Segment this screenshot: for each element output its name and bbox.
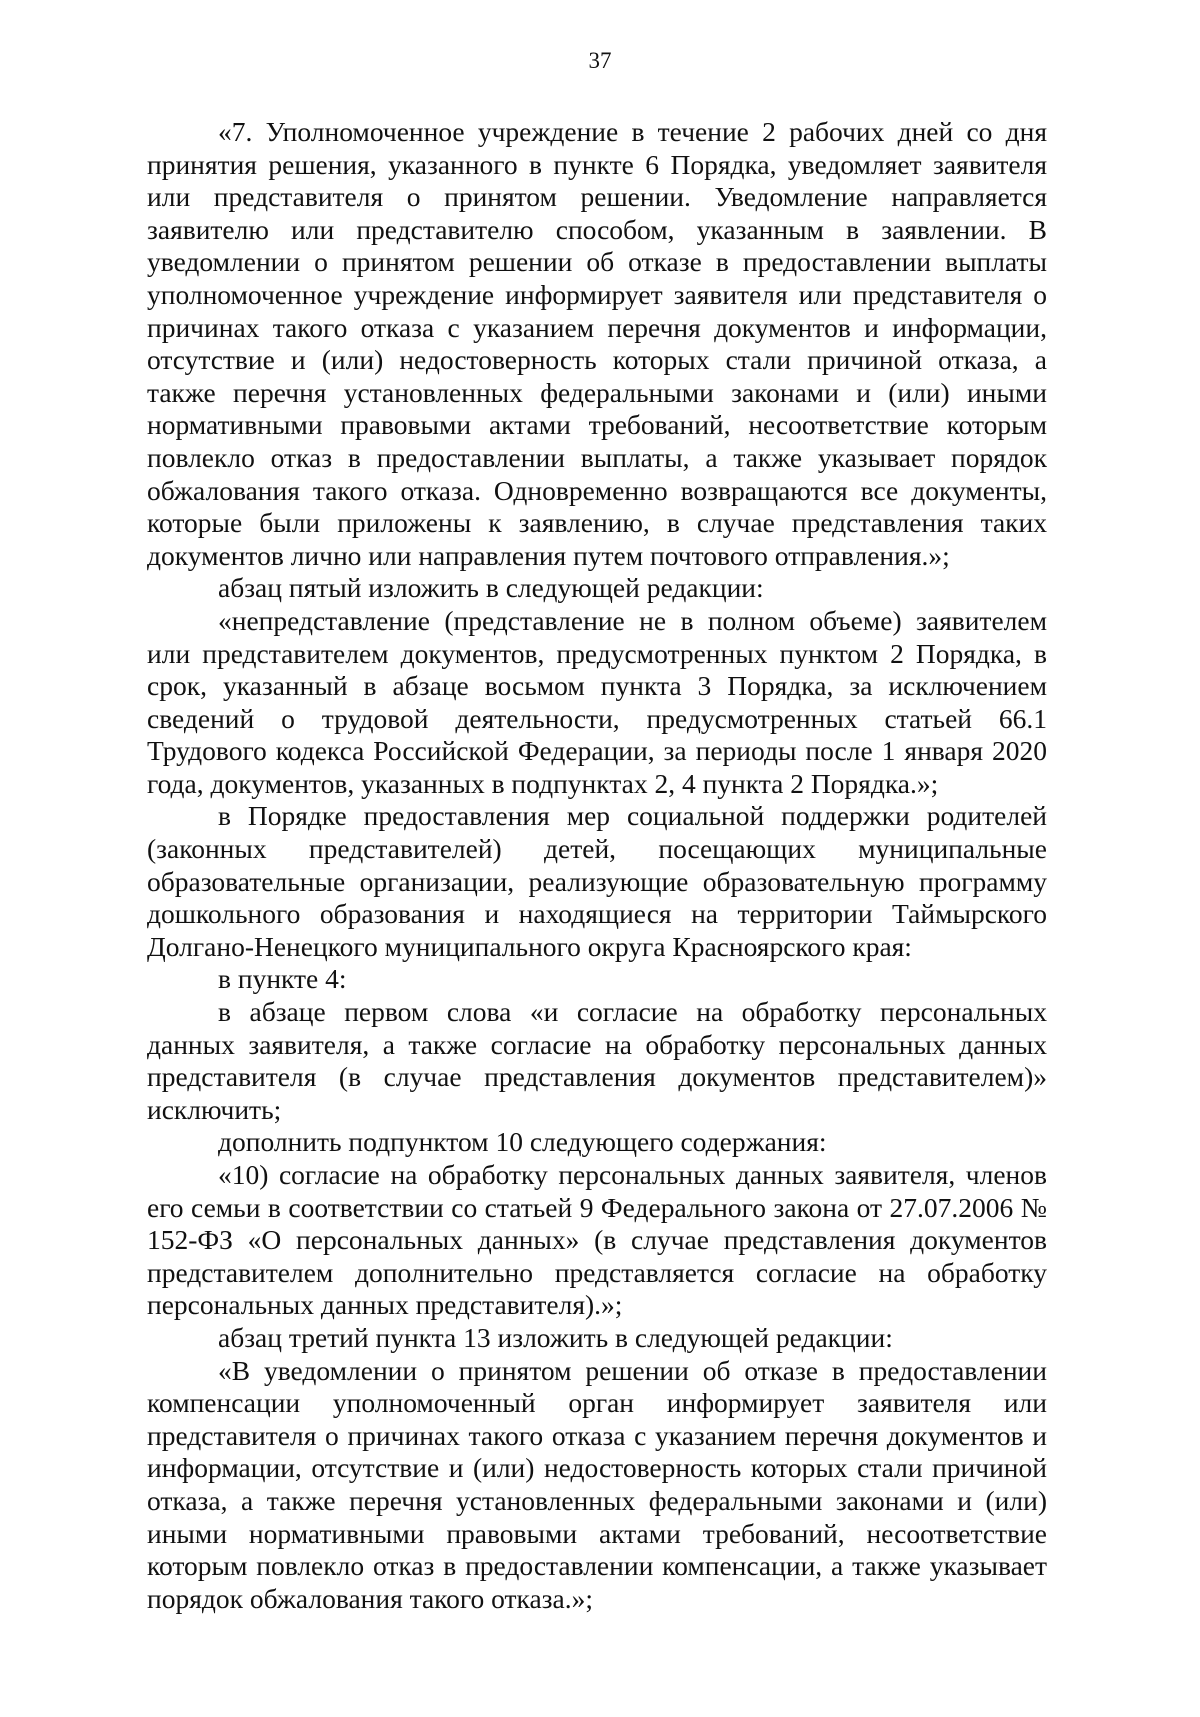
- paragraph-refusal-notice: «В уведомлении о принятом решении об отказе в предоставлении компенсации уполномоченный орган информирует заявителя или представителя о причинах такого отказа с указанием перечня документов и информации, отсутствие и (или) недостоверность которых стали причиной отказа, а также перечня установленных федеральными законами и (или) иными нормативными правовыми актами требований, несоответствие которым повлекло отказ в предоставлении компенсации, а также указывает порядок обжалования такого отказа.»;: [147, 1354, 1047, 1614]
- paragraph-subitem-10: «10) согласие на обработку персональных данных заявителя, членов его семьи в соответствии со статьей 9 Федерального закона от 27.07.2006 № 152-ФЗ «О персональных данных» (в случае представления документов представителем дополнительно представляется согласие на обработку персональных данных представителя).»;: [147, 1159, 1047, 1321]
- page-number: 37: [588, 48, 612, 73]
- paragraph-non-submission: «непредставление (представление не в полном объеме) заявителем или представителем документов, предусмотренных пунктом 2 Порядка, в срок, указанный в абзаце восьмом пункта 3 Порядка, за исключением сведений о трудовой деятельности, предусмотренных статьей 66.1 Трудового кодекса Российской Федерации, за периоды после 1 января 2020 года, документов, указанных в подпунктах 2, 4 пункта 2 Порядка.»;: [147, 604, 1047, 799]
- paragraph-first-abzac: в абзаце первом слова «и согласие на обработку персональных данных заявителя, а также согласие на обработку персональных данных представителя (в случае представления документов представителем)» исключить;: [147, 996, 1047, 1125]
- paragraph-in-item-4: в пункте 4:: [218, 963, 347, 995]
- paragraph-social-support-procedure: в Порядке предоставления мер социальной поддержки родителей (законных представителей) детей, посещающих муниципальные образовательные организации, реализующие образовательную программу дошкольного образования и находящиеся на территории Таймырского Долгано-Ненецкого муниципального округа Красноярского края:: [147, 800, 1047, 962]
- paragraph-item-7: «7. Уполномоченное учреждение в течение 2 рабочих дней со дня принятия решения, указанного в пункте 6 Порядка, уведомляет заявителя или представителя о принятом решении. Уведомление направляется заявителю или представителю способом, указанным в заявлении. В уведомлении о принятом решении об отказе в предоставлении выплаты уполномоченное учреждение информирует заявителя или представителя о причинах такого отказа с указанием перечня документов и информации, отсутствие и (или) недостоверность которых стали причиной отказа, а также перечня установленных федеральными законами и (или) иными нормативными правовыми актами требований, несоответствие которым повлекло отказ в предоставлении выплаты, а также указывает порядок обжалования такого отказа. Одновременно возвращаются все документы, которые были приложены к заявлению, в случае представления таких документов лично или направления путем почтового отправления.»;: [147, 116, 1047, 571]
- paragraph-third-abzac-item-13: абзац третий пункта 13 изложить в следующей редакции:: [218, 1321, 893, 1353]
- paragraph-amend-fifth-abzac: абзац пятый изложить в следующей редакции:: [218, 572, 764, 604]
- paragraph-add-subitem-10: дополнить подпунктом 10 следующего содержания:: [218, 1126, 827, 1158]
- document-body: [147, 116, 1047, 1615]
